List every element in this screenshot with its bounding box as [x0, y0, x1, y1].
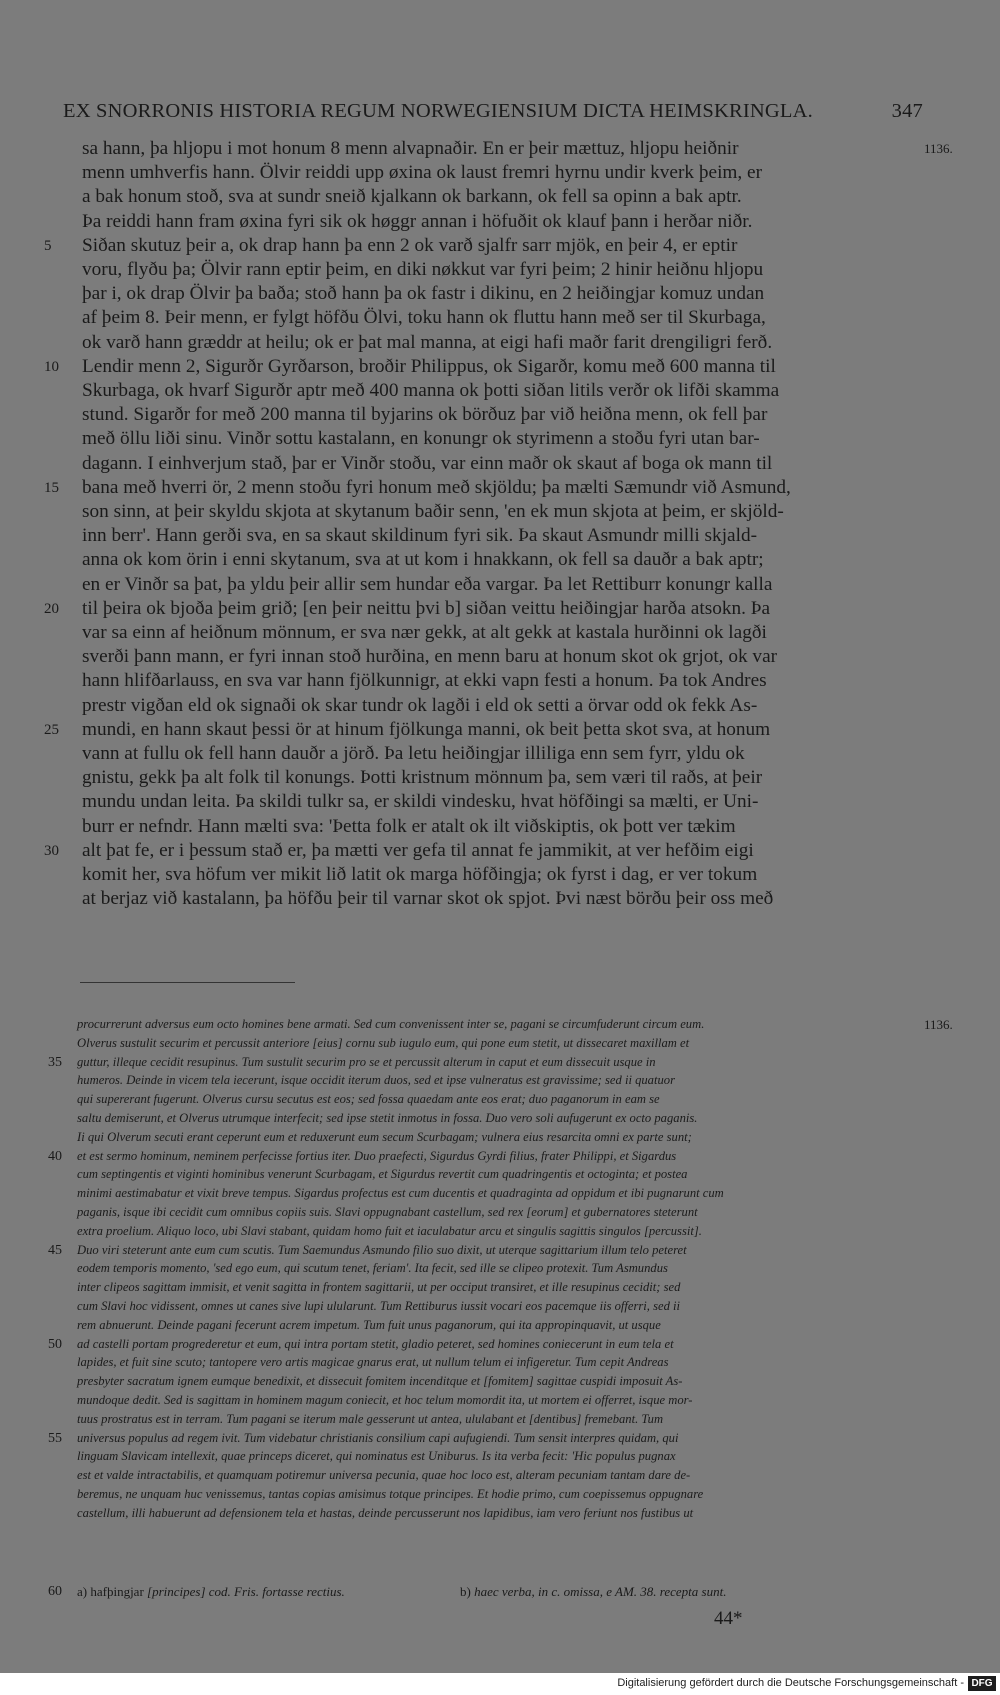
line-number: 5 — [44, 237, 52, 254]
text-line: stund. Sigarðr for með 200 manna til byjarins ok börðuz þar við heiðna menn, ok fell þar — [82, 404, 768, 426]
text-line: ok varð hann græddr at heilu; ok er þat mal manna, at eigi hafi maðr farit drengiligri ferð. — [82, 331, 773, 353]
translation-line: ad castelli portam progrederetur et eum, qui intra portam stetit, gladio peteret, sed homines coniecerunt in eum tela et — [77, 1336, 674, 1351]
header-title: EX SNORRONIS HISTORIA REGUM NORWEGIENSIUM DICTA HEIMSKRINGLA. — [63, 100, 813, 122]
text-line: inn berr'. Hann gerði sva, en sa skaut skildinum fyri sik. Þa skaut Asmundr milli skjald- — [82, 525, 758, 547]
text-line: komit her, sva höfum ver mikit lið latit ok marga höfðingja; ok fyrst i dag, er ver tokum — [82, 864, 758, 885]
dfg-logo: DFG — [968, 1676, 996, 1691]
translation-margin-year: 1136. — [924, 1017, 953, 1032]
footnote-b-label: b) — [460, 1584, 471, 1599]
translation-line-number: 45 — [48, 1242, 62, 1258]
translation-line: guttur, illeque cecidit resupinus. Tum sustulit securim pro se et percussit alterum in caput et eum dissecuit usque in — [77, 1054, 656, 1069]
text-line: sverði þann mann, er fyri innan stoð hurðina, en menn baru at honum skot ok grjot, ok var — [82, 646, 778, 668]
text-line: til þeira ok bjoða þeim grið; [en þeir neittu þvi b] siðan veittu heiðingjar harða atsokn. Þa — [82, 597, 771, 619]
translation-line-number: 55 — [48, 1430, 62, 1446]
text-line: prestr vigðan eld ok signaði ok skar tundr ok lagði i eld ok setti a örvar odd ok fekk As- — [82, 694, 758, 716]
text-line: þar i, ok drap Ölvir þa baða; stoð hann þa ok fastr i dikinu, en 2 heiðingjar komuz undan — [82, 283, 765, 305]
text-line: með öllu liði sinu. Vinðr sottu kastalann, en konungr ok styrimenn a stoðu fyri utan bar- — [82, 428, 760, 450]
translation-line: paganis, isque ibi cecidit cum omnibus copiis suis. Slavi oppugnabant castellum, sed rex [eorum] et gubernatores steterunt — [77, 1205, 698, 1219]
separator-rule — [80, 982, 295, 983]
text-line: son sinn, at þeir skyldu skjota at skytanum baðir senn, 'en ek mun skjota at þeim, er skjöld- — [82, 501, 784, 522]
footnote-b — [460, 1583, 726, 1600]
translation-line-number: 35 — [48, 1054, 62, 1070]
translation-line: cum septingentis et viginti hominibus venerunt Scurbagam, et Sigurdus revertit cum quadringentis et octoginta; et postea — [77, 1167, 688, 1182]
translation-line: mundoque dedit. Sed is sagittam in hominem magum coniecit, et hoc telum momordit ita, ut mortem ei offerret, isque mor- — [77, 1393, 693, 1407]
translation-line: procurrerunt adversus eum octo homines bene armati. Sed cum convenissent inter se, pagani se circumfuderunt circum eum. — [77, 1017, 705, 1031]
text-line: Siðan skutuz þeir a, ok drap hann þa enn 2 ok varð sjalfr sarr mjök, en þeir 4, er eptir — [82, 234, 738, 256]
text-line: vann at fullu ok fell hann dauðr a jörð. Þa letu heiðingjar illiliga enn sem fyrr, yldu ok — [82, 743, 745, 764]
translation-line: inter clipeos sagittam immisit, et venit sagitta in frontem sagittarii, ut per occiput transiret, et ille resupinus cecidit; sed — [77, 1280, 681, 1295]
text-line: af þeim 8. Þeir menn, er fylgt höfðu Ölvi, toku hann ok fluttu hann með ser til Skurbaga, — [82, 307, 766, 329]
footnote-a-text: [principes] cod. Fris. fortasse rectius. — [147, 1584, 345, 1599]
translation-line: universus populus ad regem ivit. Tum videbatur christianis consilium capi aufugiendi. Tum sensit interpres quidam, qui — [77, 1430, 679, 1445]
text-line: Skurbaga, ok hvarf Sigurðr aptr með 400 manna ok þotti siðan litils verðr ok lifði skamma — [82, 380, 780, 401]
signature-mark: 44* — [714, 1608, 743, 1629]
translation-line-number: 40 — [48, 1148, 62, 1164]
text-line: anna ok kom örin i enni skytanum, sva at ut kom i hnakkann, ok fell sa dauðr a bak aptr; — [82, 549, 764, 571]
text-line: menn umhverfis hann. Ölvir reiddi upp øxina ok laust fremri hyrnu undir kverk þeim, er — [82, 162, 763, 184]
line-number: 30 — [44, 842, 59, 859]
credit-bar — [0, 1673, 1000, 1695]
line-number: 15 — [44, 479, 59, 496]
translation-line: humeros. Deinde in vicem tela iecerunt, isque occidit iterum duos, sed et ipse vulneratus est gravissime; sed ii quatuor — [77, 1073, 675, 1088]
translation-line: rem abnuerunt. Deinde pagani fecerunt acrem impetum. Tum fuit unus paganorum, qui ita appropinquavit, ut usque — [77, 1317, 661, 1332]
page-number: 347 — [891, 100, 923, 122]
text-line: dagann. I einhverjum stað, þar er Vinðr stoðu, var einn maðr ok skaut af boga ok mann til — [82, 452, 773, 474]
line-number: 20 — [44, 600, 59, 617]
line-number: 25 — [44, 721, 59, 738]
line-number: 10 — [44, 358, 59, 375]
text-line: sa hann, þa hljopu i mot honum 8 menn alvapnaðir. En er þeir mættuz, hljopu heiðnir — [82, 138, 739, 159]
translation-line: et est sermo hominum, neminem perfecisse fortius iter. Duo praefecti, Sigurdus Gyrdi filius, frater Philippi, et Sigardus — [77, 1148, 677, 1163]
footnote-b-text: haec verba, in c. omissa, e AM. 38. recepta sunt. — [474, 1584, 727, 1599]
text-line: alt þat fe, er i þessum stað er, þa mætti ver gefa til annat fe jammikit, at ver hefðim eigi — [82, 839, 754, 861]
text-line: bana með hverri ör, 2 menn stoðu fyri honum með skjöldu; þa mælti Sæmundr við Asmund, — [82, 476, 791, 498]
text-line: hann hlifðarlauss, en sva var hann fjölkunnigr, at ekki vapn festi a honum. Þa tok Andres — [82, 670, 767, 692]
translation-line: lapides, et fuit sine scuto; tantopere vero artis magicae gnarus erat, ut nullum telum ei infigeretur. Tum cepit Andreas — [77, 1355, 669, 1370]
margin-year: 1136. — [924, 141, 953, 156]
translation-line: qui supererant fugerunt. Olverus cursu secutus est eos; sed fossa quaedam ante eos erat; duo paganorum in eam se — [77, 1092, 660, 1107]
translation-line: castellum, illi habuerunt ad defensionem tela et hastas, deinde percusserunt nos lapidibus, iam vero feriunt nos fustibus ut — [77, 1505, 694, 1520]
translation-line: Olverus sustulit securim et percussit anteriore [eius] cornu sub iugulo eum, qui pone eum stetit, ut dissecaret maxillam et — [77, 1035, 690, 1050]
footnote-a-label: a) — [77, 1584, 88, 1599]
translation-line: linguam Slavicam intellexit, quae princeps diceret, qui nominatus est Uniburus. Is ita verba fecit: 'Hic populus pugnax — [77, 1449, 676, 1464]
text-line: mundu undan leita. Þa skildi tulkr sa, er skildi vindesku, hvat höfðingi sa mælti, er Uni- — [82, 791, 759, 813]
text-line: en er Vinðr sa þat, þa yldu þeir allir sem hundar eða vargar. Þa let Rettiburr konungr kalla — [82, 573, 773, 595]
footnote-a — [77, 1583, 345, 1600]
translation-line-number: 50 — [48, 1336, 62, 1352]
text-line: burr er nefndr. Hann mælti sva: 'Þetta folk er atalt ok ilt viðskiptis, ok þott ver tækim — [82, 815, 736, 837]
text-line: a bak honum stoð, sva at sundr sneið kjalkann ok barkann, ok fell sa opinn a bak aptr. — [82, 186, 742, 208]
translation-line: est et valde intractabilis, et quamquam potiremur universa pecunia, quae hoc loco est, alteram pecuniam tantam dare de- — [77, 1468, 691, 1483]
translation-line: extra proelium. Aliquo loco, ubi Slavi stabant, quidam homo fuit et iaculabatur arcu et singulis sagittis singulos [percussit]. — [77, 1223, 702, 1238]
translation-line: Duo viri steterunt ante eum cum scutis. Tum Saemundus Asmundo filio suo dixit, ut uterque sagittarium illum telo peteret — [77, 1242, 687, 1257]
translation-line: beremus, ne unquam huc venissemus, tantas copias amisimus totque principes. Et hodie primo, cum coepissemus oppugnare — [77, 1487, 704, 1501]
funding-credit: Digitalisierung gefördert durch die Deutsche Forschungsgemeinschaft - — [617, 1677, 964, 1689]
translation-line: eodem temporis momento, 'sed ego eum, qui scutum tenet, feriam'. Ita fecit, sed ille se clipeo protexit. Tum Asmundus — [77, 1261, 668, 1276]
text-line: Þa reiddi hann fram øxina fyri sik ok høggr annan i höfuðit ok klauf þann i herðar niðr. — [82, 210, 753, 232]
text-line: var sa einn af heiðnum mönnum, er sva nær gekk, at alt gekk at kastala hurðinni ok lagði — [82, 622, 767, 643]
translation-line: saltu demiserunt, et Olverus utrumque interfecit; sed ipse stetit inmotus in fossa. Duo vero soli aufugerunt ex octo paganis. — [77, 1111, 698, 1125]
translation-line: cum Slavi hoc vidissent, omnes ut canes sive lupi ulularunt. Tum Rettiburus iussit vocari eos pacemque iis offerri, sed ii — [77, 1299, 681, 1313]
text-line: mundi, en hann skaut þessi ör at hinum fjölkunga manni, ok beit þetta skot sva, at honum — [82, 718, 771, 740]
translation-line: tuus prostratus est in terram. Tum pagani se iterum male gesserunt ut antea, ululabant et [dentibus] fremebant. Tum — [77, 1411, 664, 1426]
footnote-line-number: 60 — [48, 1584, 62, 1599]
translation-line: minimi aestimabatur et vixit breve tempus. Sigardus profectus est cum ducentis et quadraginta ad oppidum et ibi pugnarunt cum — [77, 1186, 724, 1201]
text-line: gnistu, gekk þa alt folk til konungs. Þotti kristnum mönnum þa, sem væri til raðs, at þeir — [82, 767, 763, 789]
text-line: Lendir menn 2, Sigurðr Gyrðarson, broðir Philippus, ok Sigarðr, komu með 600 manna til — [82, 355, 776, 377]
text-line: voru, flyðu þa; Ölvir rann eptir þeim, en diki nøkkut var fyri þeim; 2 hinir heiðnu hljopu — [82, 259, 764, 280]
translation-line: Ii qui Olverum secuti erant ceperunt eum et reduxerunt eum secum Scurbagam; vulnera eius resarcita omni ex parte sunt; — [77, 1129, 692, 1144]
translation-line: presbyter sacratum ignem eumque benedixit, et dissecuit fomitem incenditque et [fomitem] sagittae cuspidi imposuit As- — [77, 1374, 683, 1389]
text-line: at berjaz við kastalann, þa höfðu þeir til varnar skot ok spjot. Þvi næst börðu þeir oss með — [82, 888, 774, 910]
footnote-a-word: hafþingjar — [90, 1584, 144, 1599]
